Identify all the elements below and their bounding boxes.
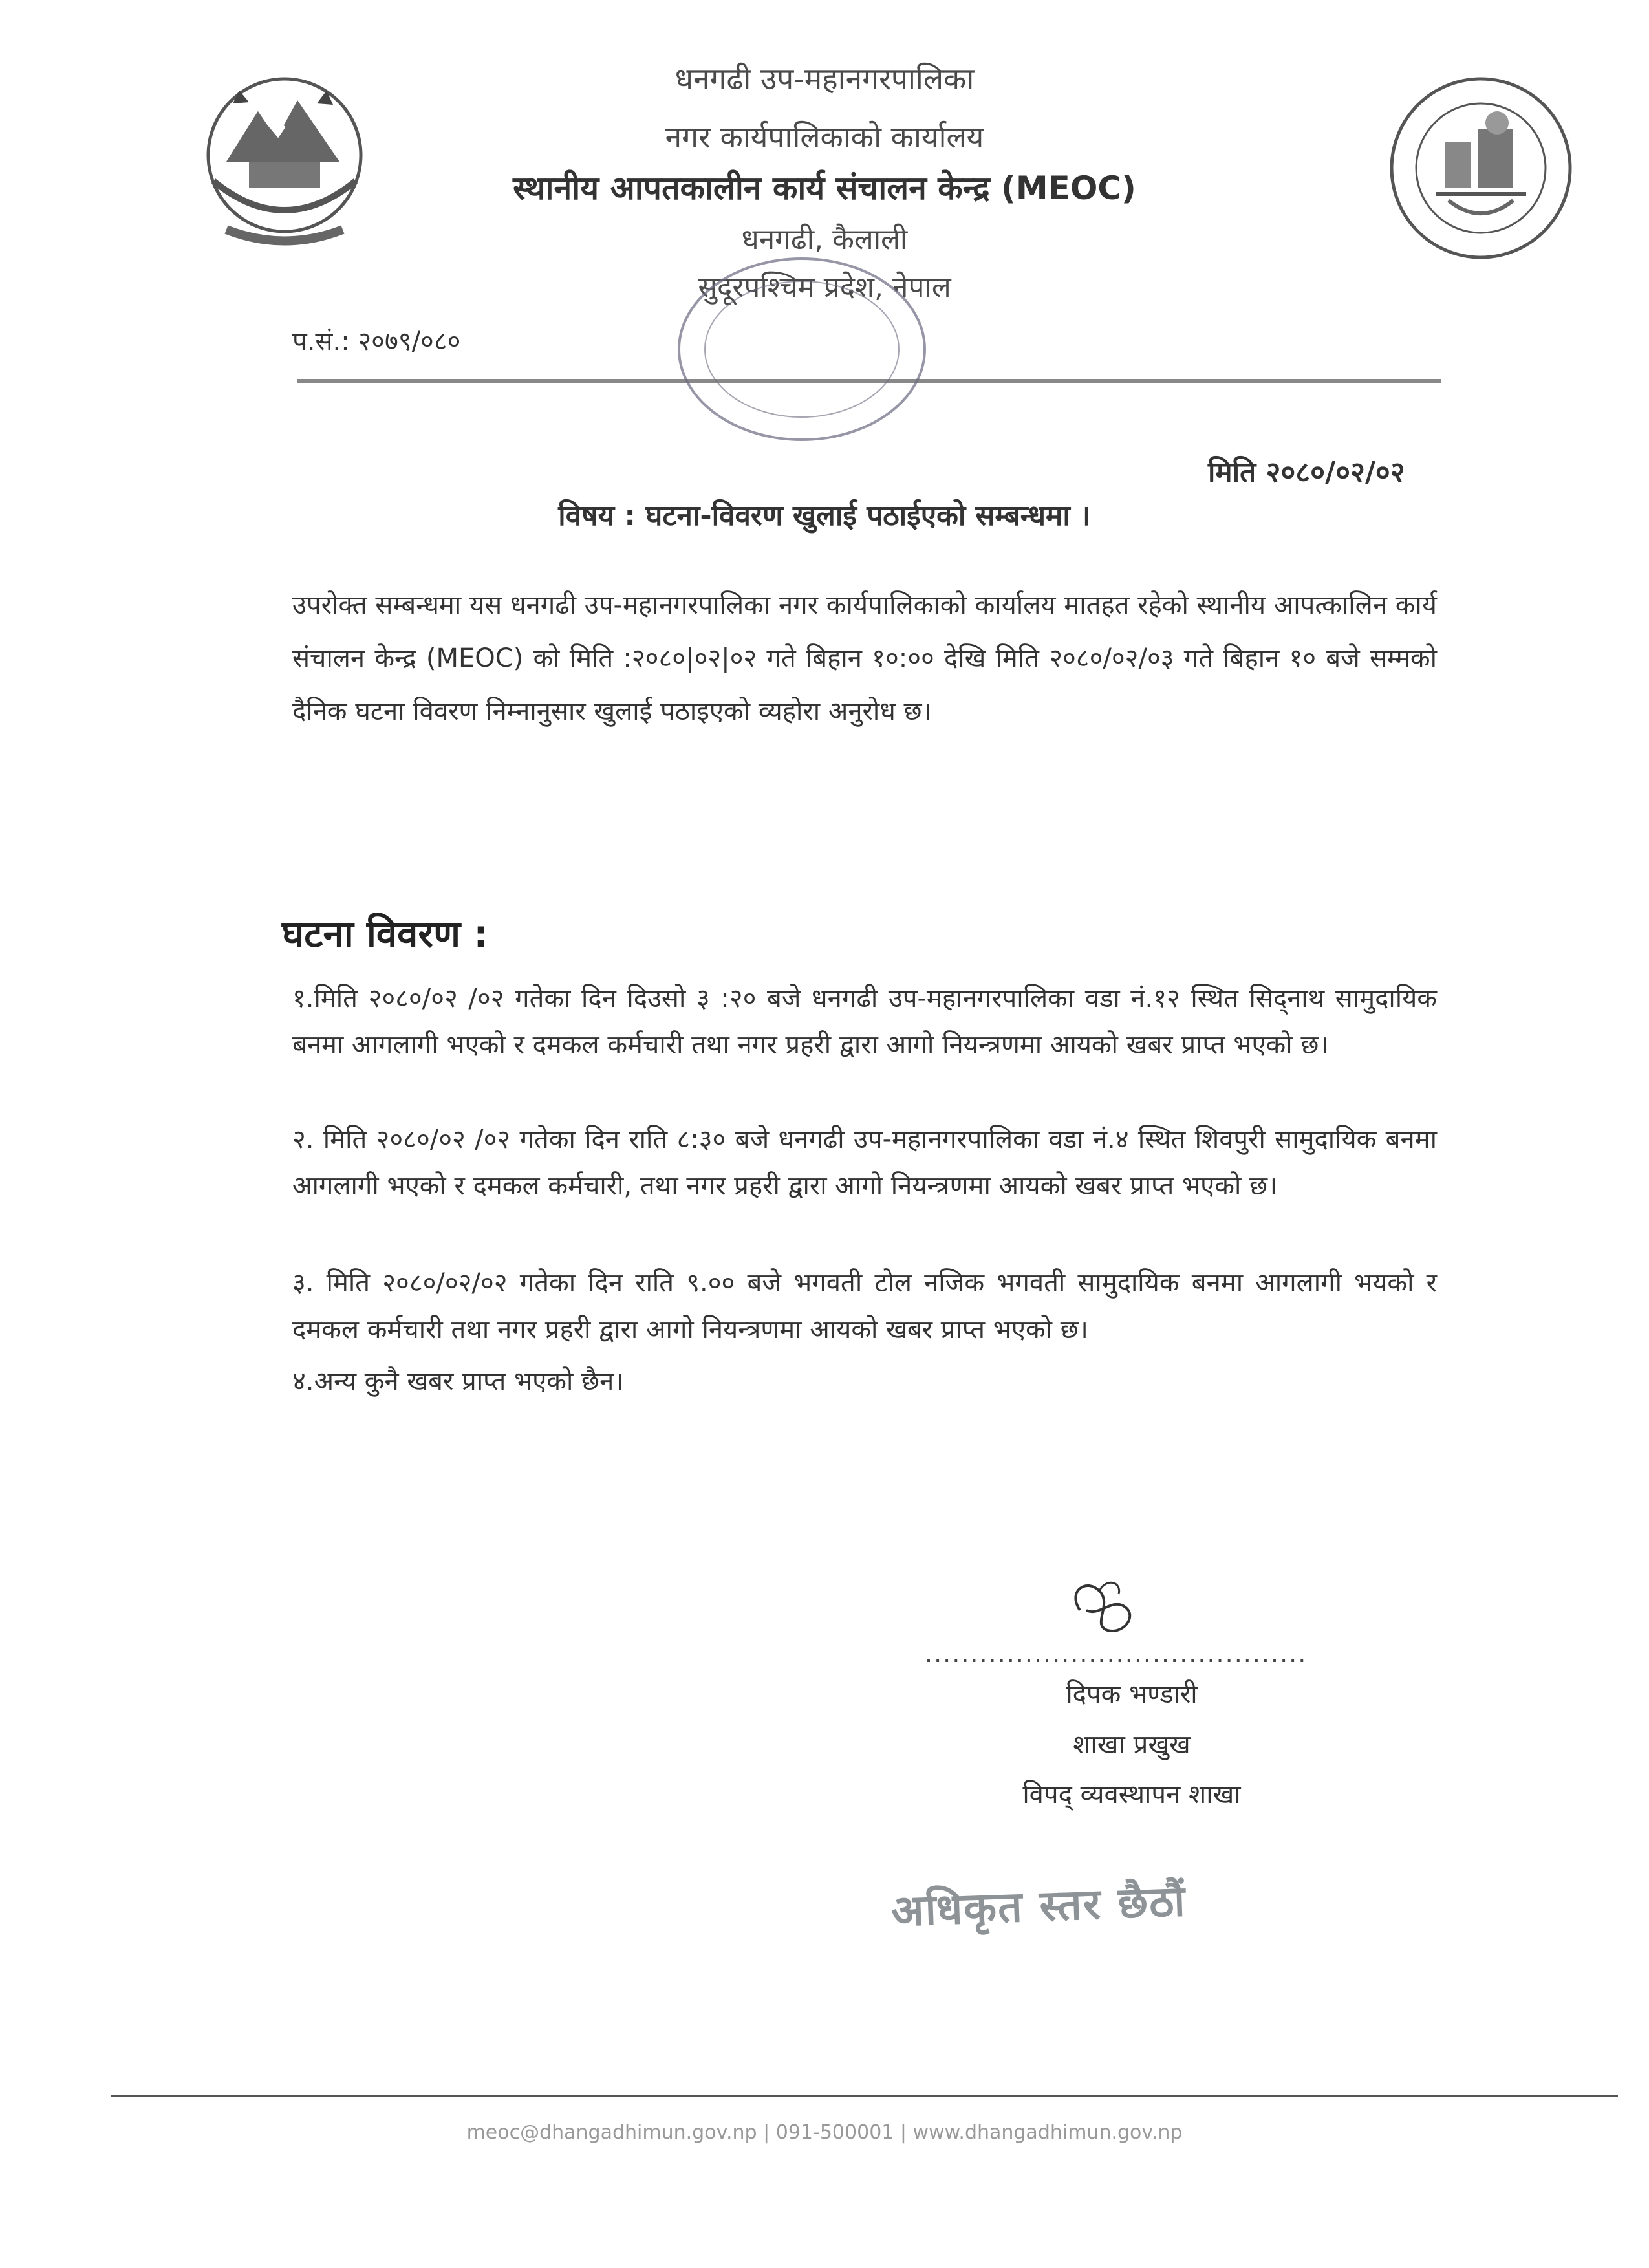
officer-rank-stamp: अधिकृत स्तर छैठौं: [890, 1876, 1187, 1936]
header-province: सुदूरपश्चिम प्रदेश, नेपाल: [698, 271, 951, 304]
reference-number: प.सं.: २०७९/०८०: [292, 327, 461, 356]
signature-line: ..........................................: [925, 1639, 1308, 1668]
handwritten-signature: [1061, 1571, 1151, 1645]
incident-item: २. मिति २०८०/०२ /०२ गतेका दिन राति ८:३० बजे धनगढी उप-महानगरपालिका वडा नं.४ स्थित शिवपुरी सामुदायिक बनमा आगलागी भएको र दमकल कर्मचारी, तथा नगर प्रहरी द्वारा आगो नियन्त्रणमा आयको खबर प्राप्त भएको छ।: [292, 1125, 1437, 1201]
incidents-heading: घटना विवरण :: [282, 912, 489, 956]
office-round-stamp: [666, 246, 938, 455]
header-office-name: नगर कार्यपालिकाको कार्यालय: [665, 120, 984, 155]
incident-item: ३. मिति २०८०/०२/०२ गतेका दिन राति ९.०० बजे भगवती टोल नजिक भगवती सामुदायिक बनमा आगलागी भयको र दमकल कर्मचारी तथा नगर प्रहरी द्वारा आगो नियन्त्रणमा आयको खबर प्राप्त भएको छ।: [292, 1268, 1437, 1345]
footer-contact: meoc@dhangadhimun.gov.np | 091-500001 | www.dhangadhimun.gov.np: [466, 2121, 1183, 2144]
letter-subject: विषय : घटना-विवरण खुलाई पठाईएको सम्बन्धमा ।: [558, 499, 1091, 532]
letter-date: मिति २०८०/०२/०२: [1208, 456, 1405, 489]
intro-paragraph: उपरोक्त सम्बन्धमा यस धनगढी उप-महानगरपालिका नगर कार्यपालिकाको कार्यालय मातहत रहेको स्थानीय आपत्कालिन कार्य संचालन केन्द्र (MEOC) को मिति :२०८०|०२|०२ गते बिहान १०:०० देखि मिति २०८०/०२/०३ गते बिहान १० बजे सम्मको दैनिक घटना विवरण निम्नानुसार खुलाई पठाइएको व्यहोरा अनुरोध छ।: [292, 590, 1437, 726]
header-center-name: स्थानीय आपतकालीन कार्य संचालन केन्द्र (MEOC): [513, 169, 1136, 207]
header-city: धनगढी, कैलाली: [741, 223, 908, 256]
footer-divider: [111, 2095, 1618, 2097]
signatory-name: दिपक भण्डारी: [1066, 1679, 1198, 1709]
signatory-section: विपद् व्यवस्थापन शाखा: [1022, 1780, 1241, 1809]
signatory-position: शाखा प्रखुख: [1073, 1730, 1191, 1760]
incident-item: १.मिति २०८०/०२ /०२ गतेका दिन दिउसो ३ :२० बजे धनगढी उप-महानगरपालिका वडा नं.१२ स्थित सिद्नाथ सामुदायिक बनमा आगलागी भएको र दमकल कर्मचारी तथा नगर प्रहरी द्वारा आगो नियन्त्रणमा आयको खबर प्राप्त भएको छ।: [292, 984, 1437, 1060]
incident-item: ४.अन्य कुनै खबर प्राप्त भएको छैन।: [292, 1366, 624, 1396]
header-municipality-name: धनगढी उप-महानगरपालिका: [674, 61, 975, 96]
